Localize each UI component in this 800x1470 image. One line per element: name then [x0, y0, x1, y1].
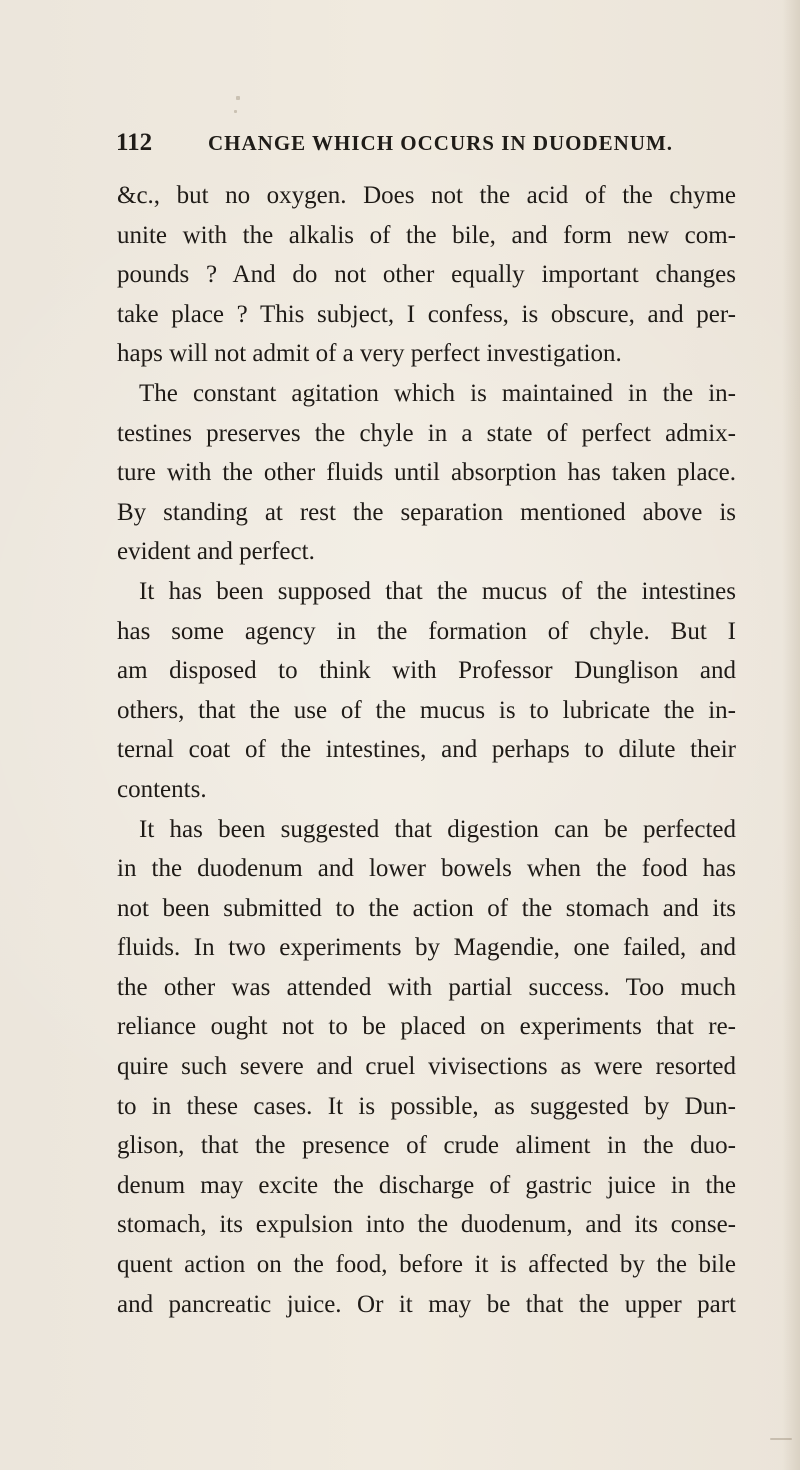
text-line: reliance ought not to be placed on experiments that re- — [117, 1013, 736, 1041]
text-line: ternal coat of the intestines, and perhaps to dilute their — [117, 736, 736, 764]
text-line: glison, that the presence of crude aliment in the duo- — [117, 1132, 736, 1160]
chapter-heading: CHANGE WHICH OCCURS IN DUODENUM. — [208, 131, 674, 155]
page-edge-shadow — [782, 0, 800, 1470]
page-number: 112 — [116, 129, 153, 156]
scan-speck — [234, 110, 237, 113]
text-line: quire such severe and cruel vivisections as were resorted — [117, 1053, 736, 1081]
text-line: evident and perfect. — [117, 538, 315, 566]
text-line: testines preserves the chyle in a state of perfect admix- — [117, 419, 736, 447]
text-line: to in these cases. It is possible, as suggested by Dun- — [117, 1092, 736, 1120]
text-line: in the duodenum and lower bowels when the food has — [117, 855, 736, 883]
paragraph-start-line: The constant agitation which is maintained in the in- — [139, 379, 736, 407]
running-head — [116, 129, 736, 169]
body-text — [117, 176, 736, 1324]
scan-speck — [770, 1438, 792, 1440]
text-line: am disposed to think with Professor Dunglison and — [117, 657, 736, 685]
text-line: pounds ? And do not other equally important changes — [117, 261, 736, 289]
scan-speck — [236, 96, 240, 100]
text-line: &c., but no oxygen. Does not the acid of the chyme — [117, 182, 736, 209]
text-line: has some agency in the formation of chyle. But I — [117, 617, 736, 645]
text-line: unite with the alkalis of the bile, and form new com- — [117, 221, 736, 249]
paragraph-start-line: It has been supposed that the mucus of the intestines — [139, 577, 736, 605]
text-line: quent action on the food, before it is affected by the bile — [117, 1251, 736, 1279]
text-line: others, that the use of the mucus is to lubricate the in- — [117, 696, 736, 724]
text-line: the other was attended with partial success. Too much — [117, 973, 736, 1001]
text-line: denum may excite the discharge of gastric juice in the — [117, 1171, 736, 1199]
text-line: take place ? This subject, I confess, is obscure, and per- — [117, 300, 736, 328]
text-line: ture with the other fluids until absorption has taken place. — [117, 459, 736, 487]
text-line: fluids. In two experiments by Magendie, one failed, and — [117, 934, 736, 962]
text-line: By standing at rest the separation mentioned above is — [117, 498, 736, 526]
text-line: haps will not admit of a very perfect investigation. — [117, 340, 622, 368]
text-line: contents. — [117, 775, 207, 803]
text-line: and pancreatic juice. Or it may be that the upper part — [117, 1290, 736, 1318]
text-line: stomach, its expulsion into the duodenum, and its conse- — [117, 1211, 736, 1239]
text-line: not been submitted to the action of the stomach and its — [117, 894, 736, 922]
paragraph-start-line: It has been suggested that digestion can be perfected — [139, 815, 736, 843]
